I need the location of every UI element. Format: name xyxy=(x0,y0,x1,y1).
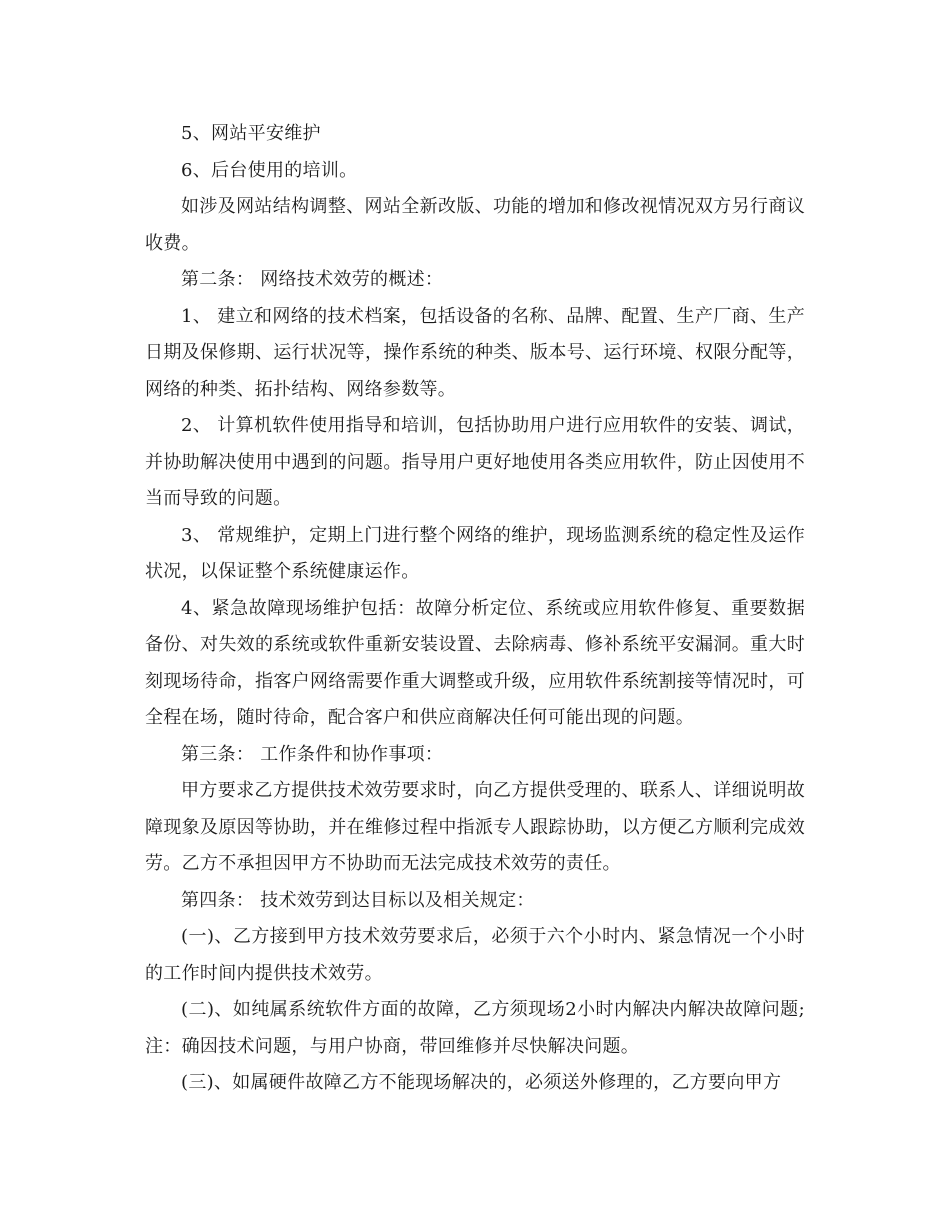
paragraph-article-4-clause-3: (三)、如属硬件故障乙方不能现场解决的，必须送外修理的，乙方要向甲方 xyxy=(181,1072,782,1093)
paragraph-article-2-item-4: 4、紧急故障现场维护包括：故障分析定位、系统或应用软件修复、重要数据备份、对失效的系统或软件重新安装设置、去除病毒、修补系统平安漏洞。重大时刻现场待命，指客户网络需要作重大调整或升级，应用软件系统割接等情况时，可全程在场，随时待命，配合客户和供应商解决任何可能出现的问题。 xyxy=(145,597,805,728)
section-heading-article-4: 第四条： 技术效劳到达目标以及相关规定： xyxy=(181,889,535,911)
paragraph-article-4-clause-1: (一)、乙方接到甲方技术效劳要求后，必须于六个小时内、紧急情况一个小时的工作时间内提供技术效劳。 xyxy=(145,926,805,984)
paragraph-item-6: 6、后台使用的培训。 xyxy=(181,159,358,181)
section-heading-article-2: 第二条： 网络技术效劳的概述： xyxy=(181,269,444,290)
paragraph-article-2-item-1: 1、 建立和网络的技术档案，包括设备的名称、品牌、配置、生产厂商、生产日期及保修期、运行状况等，操作系统的种类、版本号、运行环境、权限分配等，网络的种类、拓扑结构、网络参数等。 xyxy=(145,305,805,400)
paragraph-adjustment-note: 如涉及网站结构调整、网站全新改版、功能的增加和修改视情况双方另行商议收费。 xyxy=(145,196,805,254)
paragraph-article-4-clause-2: (二)、如纯属系统软件方面的故障，乙方须现场2小时内解决内解决故障问题;注：确因技术问题，与用户协商，带回维修并尽快解决问题。 xyxy=(145,999,805,1057)
paragraph-article-3-body: 甲方要求乙方提供技术效劳要求时，向乙方提供受理的、联系人、详细说明故障现象及原因等协助，并在维修过程中指派专人跟踪协助，以方便乙方顺利完成效劳。乙方不承担因甲方不协助而无法完成技术效劳的责任。 xyxy=(145,780,805,874)
document-body xyxy=(145,116,805,1102)
paragraph-article-2-item-2: 2、 计算机软件使用指导和培训，包括协助用户进行应用软件的安装、调试，并协助解决使用中遇到的问题。指导用户更好地使用各类应用软件，防止因使用不当而导致的问题。 xyxy=(145,415,805,509)
section-heading-article-3: 第三条： 工作条件和协作事项： xyxy=(181,743,444,765)
paragraph-article-2-item-3: 3、 常规维护，定期上门进行整个网络的维护，现场监测系统的稳定性及运作状况，以保证整个系统健康运作。 xyxy=(145,524,805,582)
paragraph-item-5: 5、网站平安维护 xyxy=(181,123,321,144)
